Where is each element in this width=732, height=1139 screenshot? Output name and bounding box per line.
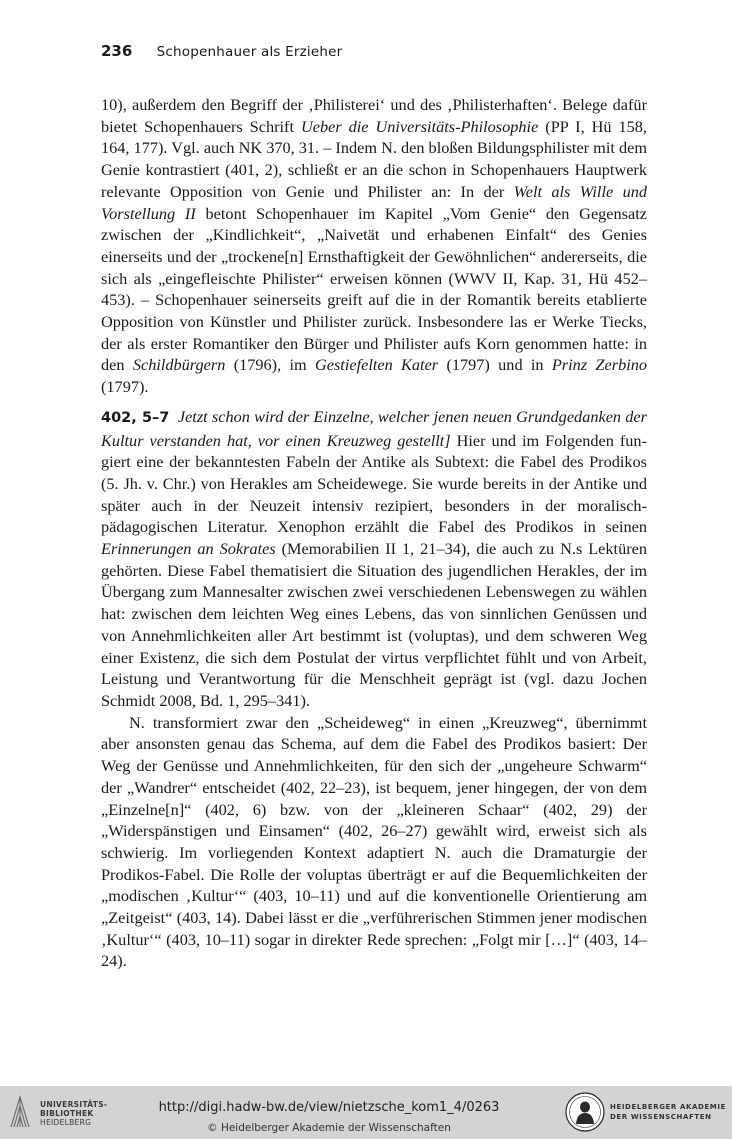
academy-line: DER WISSENSCHAFTEN bbox=[610, 1113, 712, 1121]
ub-line: BIBLIOTHEK bbox=[40, 1109, 94, 1118]
text-run: (1797) und in bbox=[438, 355, 552, 375]
work-title: Gestiefelten Kater bbox=[314, 355, 439, 375]
lemma-reference: 402, 5–7 bbox=[101, 409, 170, 426]
work-title: Ueber die Universitäts-Philosophie bbox=[300, 116, 539, 136]
running-title: Schopenhauer als Erzieher bbox=[156, 44, 343, 60]
text-run: 10), außerdem den Begriff der ‚Philisterei‘ und des ‚Philisterhaften‘. Belege dafür bietet Schopenhauers Schrift bbox=[101, 95, 647, 136]
page-number: 236 bbox=[101, 42, 133, 60]
paragraph-philister bbox=[101, 94, 647, 398]
work-title: Prinz Zerbino bbox=[551, 355, 648, 375]
academy-seal-icon bbox=[565, 1092, 605, 1132]
ub-line: HEIDELBERG bbox=[40, 1118, 92, 1127]
text-run: Hier und im Folgenden fungiert eine der bekanntesten Fabeln der Antike als Subtext: die Fabel des Prodikos (5. Jh. v. Chr.) von Herakles am Scheidewege. Sie wurde bereits in der Antike und später auch in der Neuzeit intensiv rezipiert, besonders in der moralisch-pädagogischen Literatur. Xenophon erzählt die Fabel des Prodikos in seinen bbox=[101, 430, 647, 537]
copyright-notice: © Heidelberger Akademie der Wissenschaften bbox=[207, 1122, 451, 1134]
work-title: Schildbürgern bbox=[132, 355, 226, 375]
text-run: (1797). bbox=[101, 377, 149, 397]
text-run: (1796), im bbox=[225, 355, 315, 375]
ub-line: UNIVERSITÄTS- bbox=[40, 1100, 108, 1109]
lemma-text: Jetzt schon wird der Einzelne, welcher jenen neuen Grundgedanken der Kultur verstanden hat, vor einen Kreuzweg gestellt] bbox=[101, 406, 647, 450]
running-head bbox=[101, 42, 661, 66]
text-run: (PP I, Hü 158, 164, 177). Vgl. auch NK 370, 31. – Indem N. den bloßen Bildungsphilister mit dem Genie kontrastiert (401, 2), schließt er an die schon in Schopenhauers Hauptwerk relevante Opposition von Genie und Philister an: In der bbox=[101, 116, 648, 201]
commentary-body bbox=[101, 94, 647, 972]
text-run: betont Schopenhauer im Kapitel „Vom Genie“ den Gegensatz zwischen der „Kindlichkeit“, „Naivetät und erhabenen Einfalt“ des Genies einerseits und der „trockene[n] Ernsthaftigkeit der Gewöhnlichen“ andererseits, die sich als „eingefleischte Philister“ erweisen können (WWV II, Kap. 31, Hü 452–453). – Schopenhauer seinerseits greift auf die in der Romantik bereits etablierte Opposition von Künstler und Philister zurück. Insbesondere las er Werke Tiecks, der als erster Romantiker den Bürger und Philister aufs Korn genommen hatte: in den bbox=[101, 203, 647, 375]
work-title: Erinnerungen an Sokrates bbox=[101, 539, 276, 559]
permalink-url[interactable]: http://digi.hadw-bw.de/view/nietzsche_kom1_4/0263 bbox=[158, 1100, 500, 1115]
work-title: Welt als Wille und Vorstellung II bbox=[101, 181, 648, 223]
commentary-entry-402-5 bbox=[101, 406, 647, 712]
academy-line: HEIDELBERGER AKADEMIE bbox=[610, 1103, 726, 1111]
text-run: (Memorabilien II 1, 21–34), die auch zu N.s Lektüren gehörten. Diese Fabel thematisiert die Situation des jugendlichen Herakles, der im Übergang zum Mannesalter zwischen zwei verschiedenen Lebenswegen zu wählen hat: zwischen dem leichten Weg eines Lebens, das von sinnlichen Genüssen und von Annehmlichkeiten aller Art bestimmt ist (voluptas), und dem schweren Weg einer Existenz, die sich dem Postulat der virtus verpflichtet fühlt und von Arbeit, Leistung und Verantwortung für die Menschheit geprägt ist (vgl. dazu Jochen Schmidt 2008, Bd. 1, 295–341). bbox=[101, 539, 647, 710]
academy-label bbox=[610, 1102, 726, 1122]
footer-bar bbox=[0, 1086, 732, 1139]
paragraph-kreuzweg: N. transformiert zwar den „Scheideweg“ in einen „Kreuzweg“, übernimmt aber ansonsten genau das Schema, auf dem die Fabel des Prodikos basiert: Der Weg der Genüsse und Annehmlichkeiten, für den sich der „ungeheure Schwarm“ der „Wandrer“ entscheidet (402, 22–23), ist bequem, jener hingegen, der von dem „Einzelne[n]“ (402, 6) bzw. von der „kleineren Schaar“ (402, 29) der „Widerspänstigen und Einsamen“ (402, 26–27) gewählt wird, erweist sich als schwierig. Im vorliegenden Kontext adaptiert N. auch die Dramaturgie der Prodikos-Fabel. Die Rolle der voluptas überträgt er auf die Bequemlichkeiten der „modischen ‚Kultur‘“ (403, 10–11) und auf die konventionelle Orientierung am „Zeitgeist“ (403, 14). Dabei lässt er die „verführerischen Stimmen jener modischen ‚Kultur‘“ (403, 10–11) sogar in direkter Rede sprechen: „Folgt mir […]“ (403, 14–24). bbox=[101, 712, 647, 971]
